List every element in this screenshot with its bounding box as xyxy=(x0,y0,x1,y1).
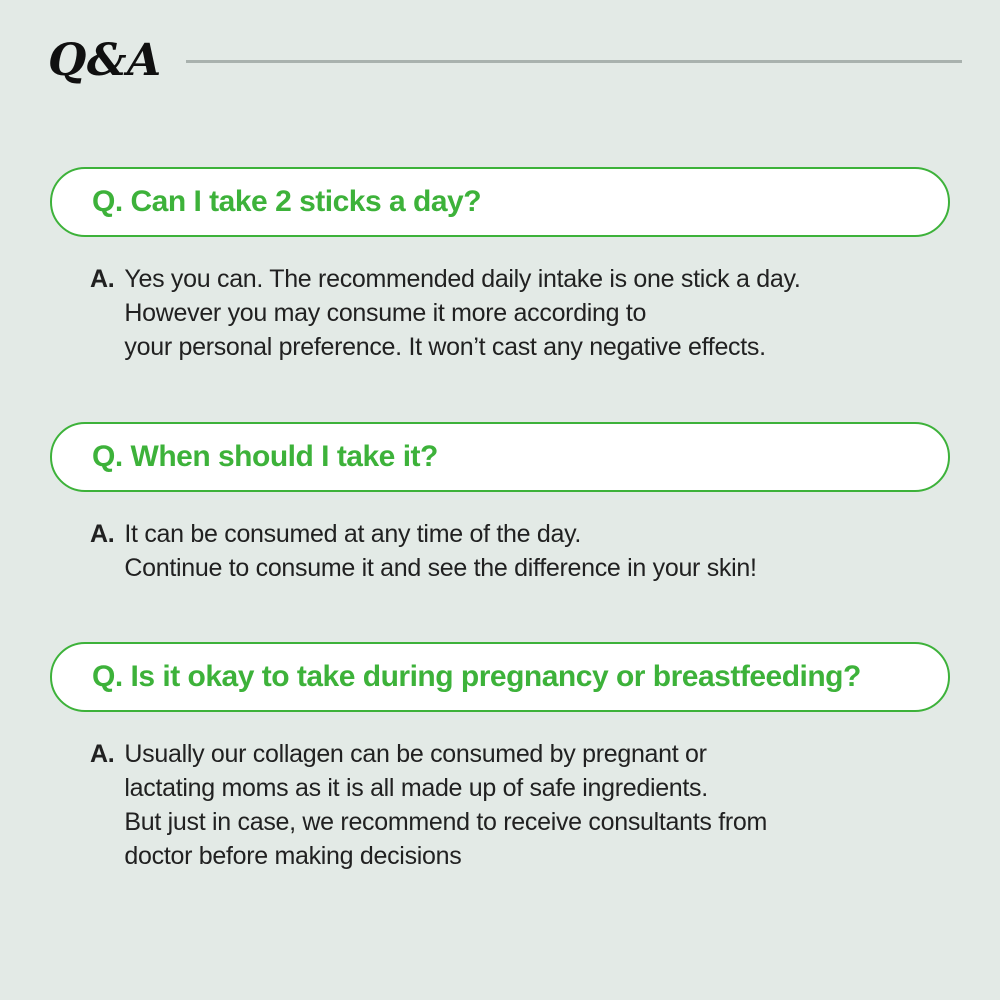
answer-label-1: A. xyxy=(90,265,115,293)
answer-3 xyxy=(90,737,950,873)
question-text-2: Q. When should I take it? xyxy=(92,440,438,473)
answer-line: It can be consumed at any time of the day. xyxy=(124,520,582,548)
qa-item-2 xyxy=(50,422,950,585)
answer-1 xyxy=(90,262,950,364)
answer-line: Yes you can. The recommended daily intake is one stick a day. xyxy=(124,265,801,293)
answer-label-3: A. xyxy=(90,740,115,768)
answer-line: However you may consume it more according to xyxy=(124,299,647,327)
page-title: Q&A xyxy=(48,35,162,86)
answer-lines-3 xyxy=(124,737,767,873)
question-pill-2 xyxy=(50,422,950,492)
qa-item-1 xyxy=(50,167,950,364)
question-text-3: Q. Is it okay to take during pregnancy or breastfeeding? xyxy=(92,660,861,693)
answer-lines-1 xyxy=(124,262,800,364)
question-text-1: Q. Can I take 2 sticks a day? xyxy=(92,185,482,218)
answer-line: lactating moms as it is all made up of safe ingredients. xyxy=(124,774,708,802)
header xyxy=(48,30,962,92)
qa-item-3 xyxy=(50,642,950,873)
header-divider-line xyxy=(186,60,962,63)
question-pill-3 xyxy=(50,642,950,712)
answer-line: doctor before making decisions xyxy=(124,842,462,870)
answer-line: But just in case, we recommend to receive consultants from xyxy=(124,808,768,836)
answer-line: Continue to consume it and see the difference in your skin! xyxy=(124,554,757,582)
answer-lines-2 xyxy=(124,517,756,585)
answer-label-2: A. xyxy=(90,520,115,548)
answer-2 xyxy=(90,517,950,585)
answer-line: Usually our collagen can be consumed by pregnant or xyxy=(124,740,707,768)
answer-line: your personal preference. It won’t cast any negative effects. xyxy=(124,333,766,361)
question-pill-1 xyxy=(50,167,950,237)
